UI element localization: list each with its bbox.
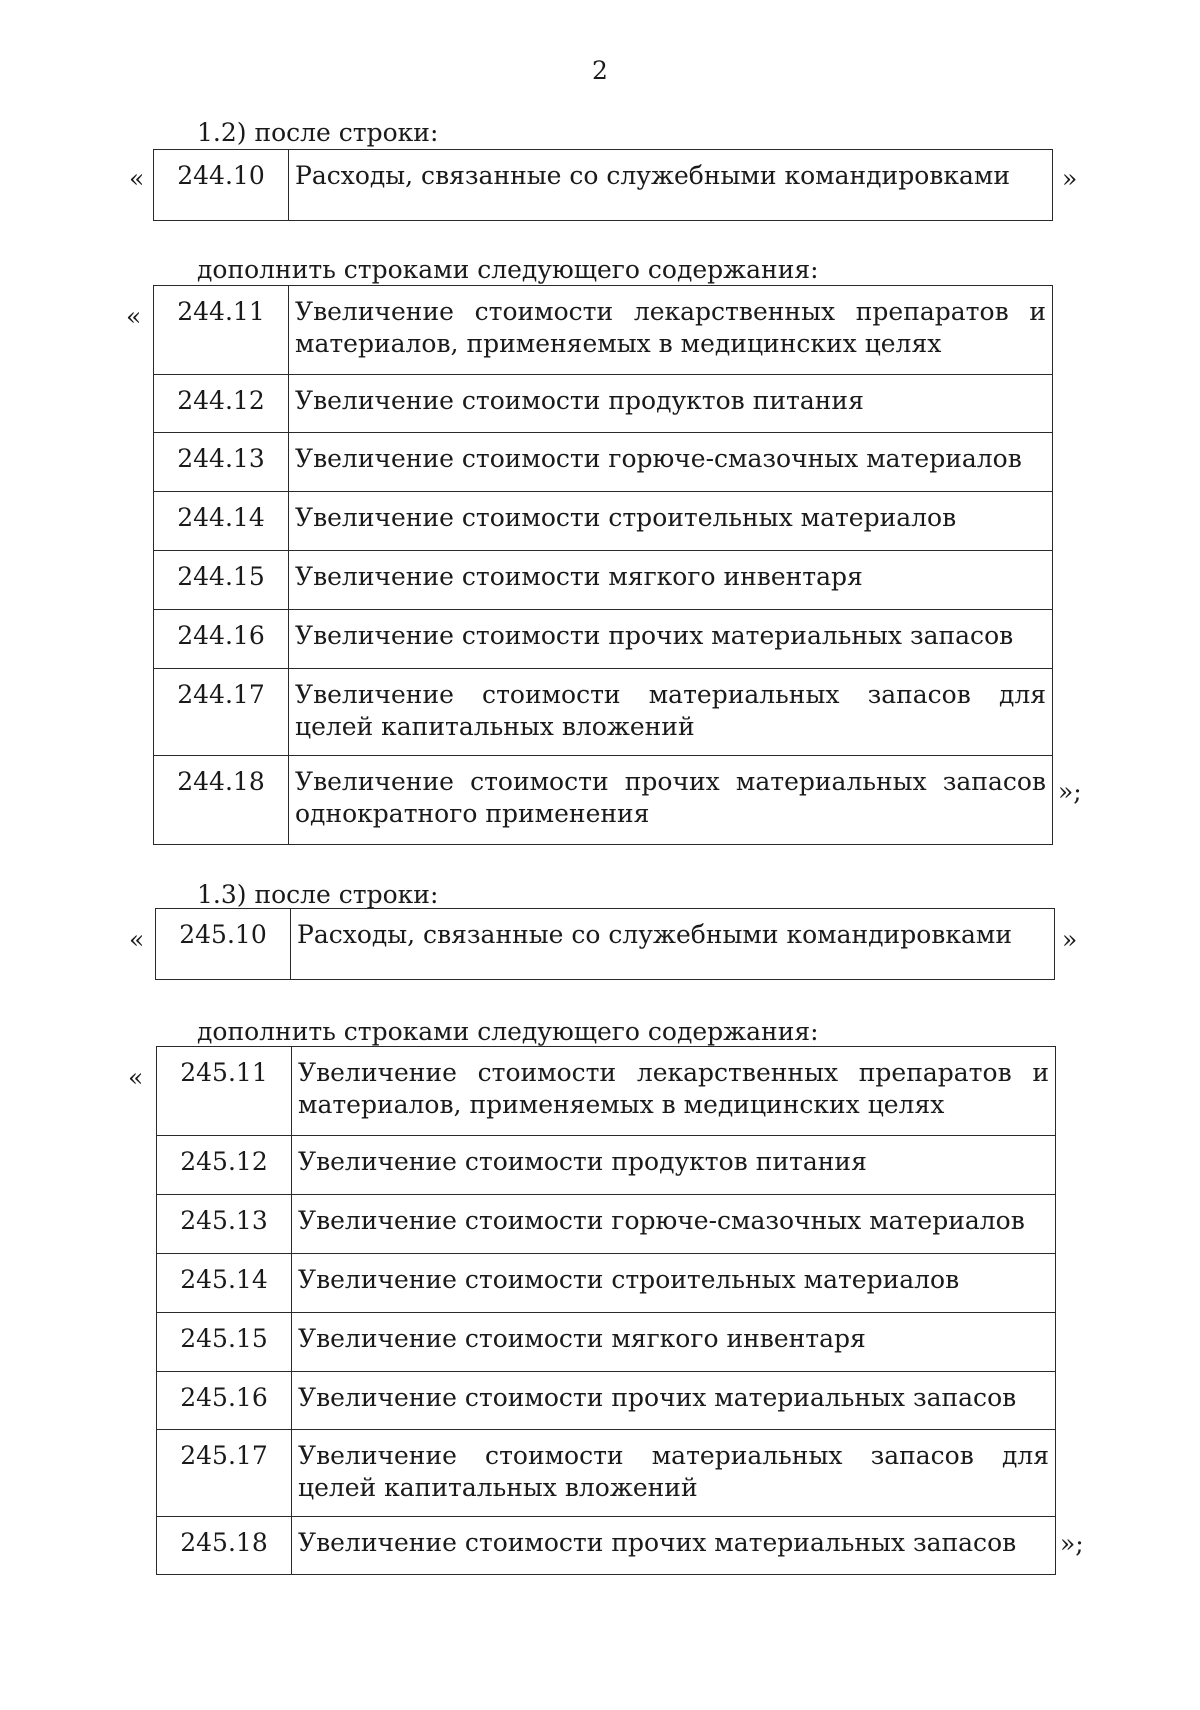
table-row [157, 1136, 1056, 1195]
row-code: 245.15 [157, 1313, 292, 1372]
table-row [156, 909, 1055, 980]
table-row [154, 150, 1053, 221]
row-description: Расходы, связанные со служебными командировками [289, 150, 1053, 221]
table-row [154, 756, 1053, 845]
row-code: 245.12 [157, 1136, 292, 1195]
row-code: 245.18 [157, 1517, 292, 1575]
table-row [157, 1047, 1056, 1136]
row-description: Увеличение стоимости прочих материальных запасов [292, 1372, 1056, 1430]
row-description: Расходы, связанные со служебными командировками [291, 909, 1055, 980]
quote-open: « [128, 1063, 144, 1092]
after-row-table [155, 908, 1055, 980]
add-rows-heading: дополнить строками следующего содержания: [197, 255, 819, 284]
row-code: 245.10 [156, 909, 291, 980]
row-description: Увеличение стоимости лекарственных препаратов и материалов, применяемых в медицинских целях [289, 286, 1053, 375]
row-code: 244.14 [154, 492, 289, 551]
row-code: 244.17 [154, 669, 289, 756]
row-description: Увеличение стоимости горюче-смазочных материалов [289, 433, 1053, 492]
table-row [157, 1430, 1056, 1517]
table-row [154, 669, 1053, 756]
row-code: 245.16 [157, 1372, 292, 1430]
table-row [154, 610, 1053, 669]
row-description: Увеличение стоимости материальных запасов для целей капитальных вложений [292, 1430, 1056, 1517]
quote-open: « [129, 164, 145, 193]
row-description: Увеличение стоимости мягкого инвентаря [292, 1313, 1056, 1372]
table-row [157, 1313, 1056, 1372]
row-code: 245.11 [157, 1047, 292, 1136]
quote-close-semicolon: »; [1058, 777, 1082, 806]
row-description: Увеличение стоимости прочих материальных запасов [289, 610, 1053, 669]
quote-open: « [129, 925, 145, 954]
added-rows-table [153, 285, 1053, 845]
add-rows-heading: дополнить строками следующего содержания: [197, 1017, 819, 1046]
row-code: 244.16 [154, 610, 289, 669]
row-code: 244.18 [154, 756, 289, 845]
table-row [157, 1372, 1056, 1430]
row-description: Увеличение стоимости горюче-смазочных материалов [292, 1195, 1056, 1254]
page-number: 2 [592, 56, 608, 85]
quote-close: » [1062, 164, 1078, 193]
section-heading: 1.2) после строки: [197, 118, 439, 147]
row-code: 244.12 [154, 375, 289, 433]
quote-open: « [126, 302, 142, 331]
table-row [157, 1195, 1056, 1254]
table-row [154, 551, 1053, 610]
row-code: 245.13 [157, 1195, 292, 1254]
quote-close: » [1062, 925, 1078, 954]
row-code: 245.14 [157, 1254, 292, 1313]
table-row [154, 492, 1053, 551]
row-code: 244.15 [154, 551, 289, 610]
row-description: Увеличение стоимости мягкого инвентаря [289, 551, 1053, 610]
row-description: Увеличение стоимости продуктов питания [292, 1136, 1056, 1195]
added-rows-table [156, 1046, 1056, 1575]
row-description: Увеличение стоимости лекарственных препаратов и материалов, применяемых в медицинских целях [292, 1047, 1056, 1136]
row-description: Увеличение стоимости прочих материальных запасов однократного применения [289, 756, 1053, 845]
row-code: 244.10 [154, 150, 289, 221]
row-description: Увеличение стоимости строительных материалов [289, 492, 1053, 551]
table-row [154, 286, 1053, 375]
table-row [157, 1254, 1056, 1313]
table-row [154, 375, 1053, 433]
table-row [157, 1517, 1056, 1575]
row-description: Увеличение стоимости строительных материалов [292, 1254, 1056, 1313]
section-heading: 1.3) после строки: [197, 880, 439, 909]
row-code: 244.13 [154, 433, 289, 492]
row-description: Увеличение стоимости прочих материальных запасов [292, 1517, 1056, 1575]
quote-close-semicolon: »; [1060, 1529, 1084, 1558]
row-code: 245.17 [157, 1430, 292, 1517]
row-code: 244.11 [154, 286, 289, 375]
after-row-table [153, 149, 1053, 221]
row-description: Увеличение стоимости материальных запасов для целей капитальных вложений [289, 669, 1053, 756]
row-description: Увеличение стоимости продуктов питания [289, 375, 1053, 433]
table-row [154, 433, 1053, 492]
